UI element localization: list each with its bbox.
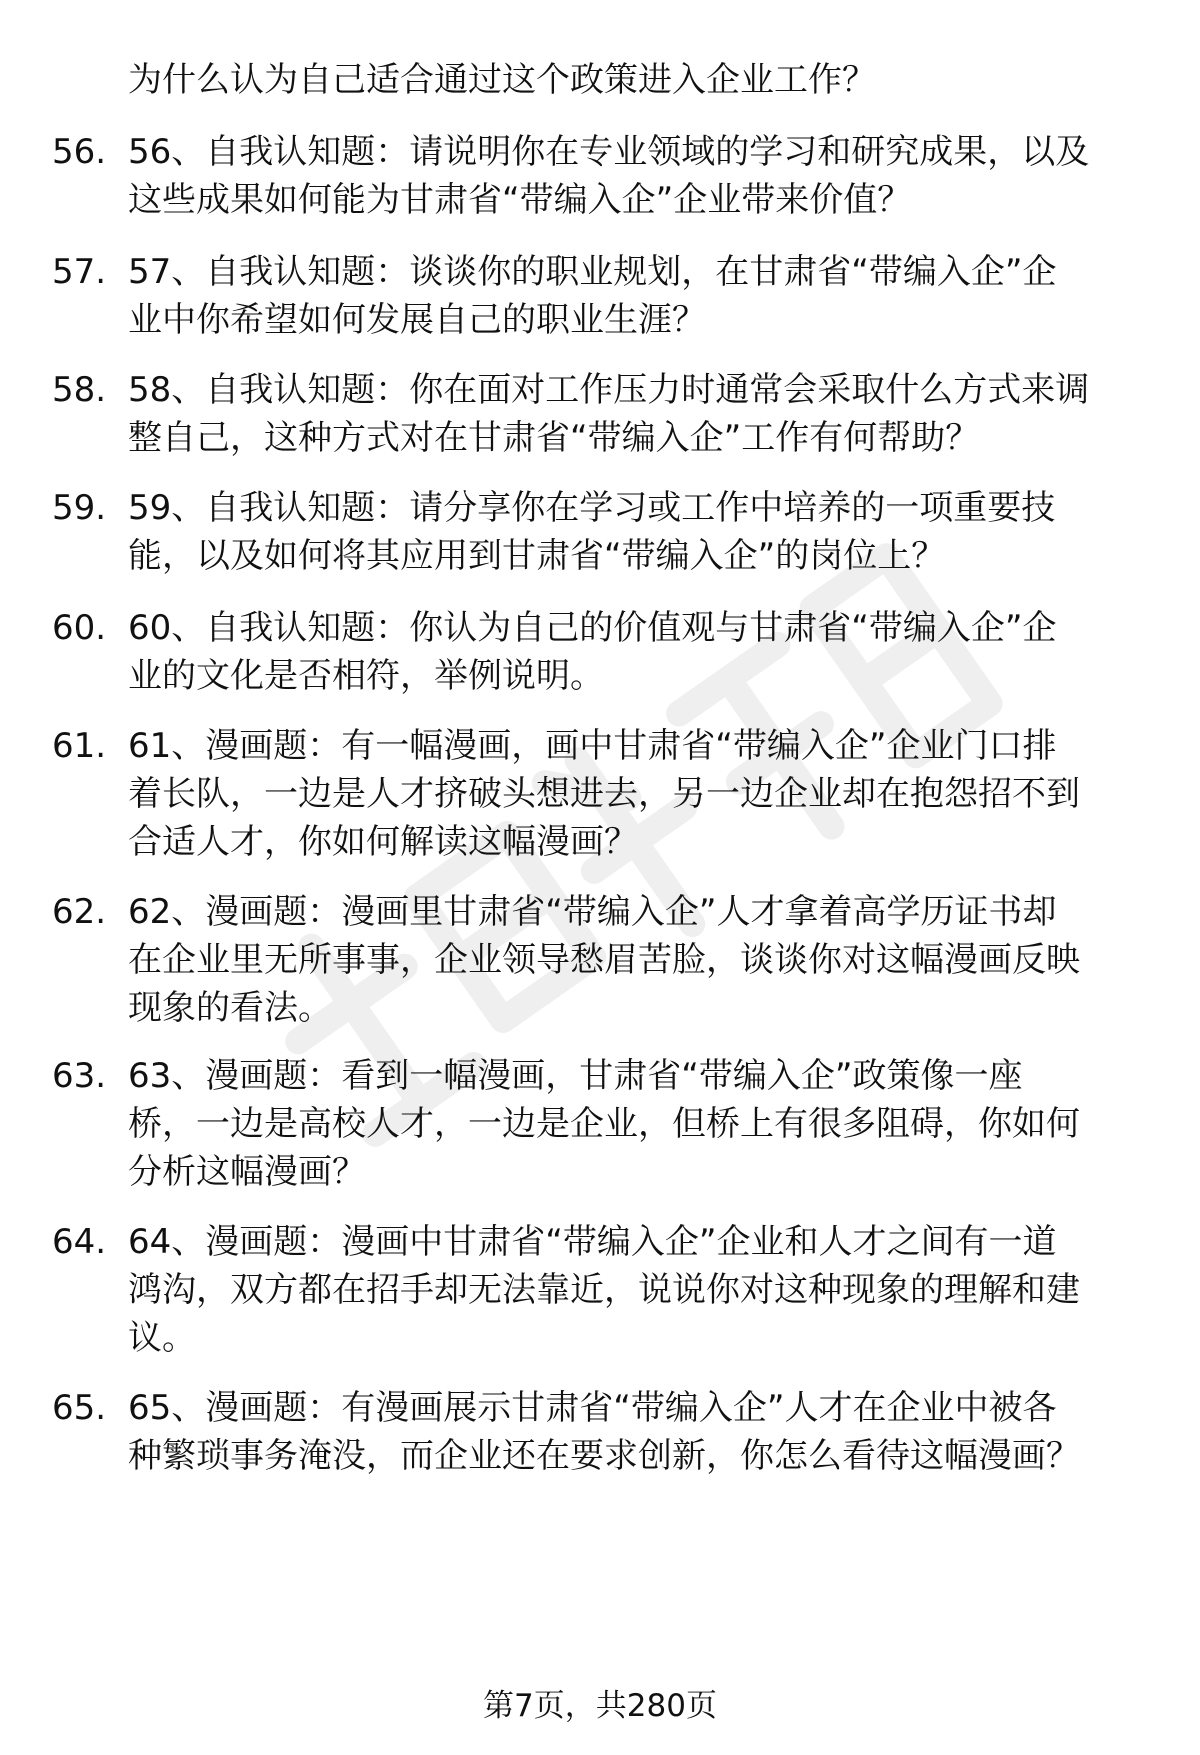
question-line: 59、自我认知题：请分享你在学习或工作中培养的一项重要技 (128, 488, 1056, 528)
question-text (128, 604, 1148, 700)
question-line: 合适人才，你如何解读这幅漫画？ (128, 822, 638, 862)
question-number: 61. (52, 726, 107, 766)
question-line: 在企业里无所事事，企业领导愁眉苦脸，谈谈你对这幅漫画反映 (128, 940, 1080, 980)
question-text (128, 1218, 1148, 1362)
question-line: 56、自我认知题：请说明你在专业领域的学习和研究成果，以及 (128, 132, 1090, 172)
question-line: 61、漫画题：有一幅漫画，画中甘肃省“带编入企”企业门口排 (128, 726, 1057, 766)
question-line: 议。 (128, 1318, 196, 1358)
question-line: 现象的看法。 (128, 988, 332, 1028)
question-text (128, 722, 1148, 866)
question-line: 64、漫画题：漫画中甘肃省“带编入企”企业和人才之间有一道 (128, 1222, 1057, 1262)
question-line: 整自己，这种方式对在甘肃省“带编入企”工作有何帮助？ (128, 418, 980, 458)
question-line: 鸿沟，双方都在招手却无法靠近，说说你对这种现象的理解和建 (128, 1270, 1080, 1310)
question-line: 分析这幅漫画？ (128, 1152, 366, 1192)
question-line: 60、自我认知题：你认为自己的价值观与甘肃省“带编入企”企 (128, 608, 1057, 648)
question-number: 62. (52, 892, 107, 932)
question-line: 能，以及如何将其应用到甘肃省“带编入企”的岗位上？ (128, 536, 946, 576)
question-number: 60. (52, 608, 107, 648)
question-line: 桥，一边是高校人才，一边是企业，但桥上有很多阻碍，你如何 (128, 1104, 1080, 1144)
question-number: 59. (52, 488, 107, 528)
question-line: 57、自我认知题：谈谈你的职业规划，在甘肃省“带编入企”企 (128, 252, 1057, 292)
question-text (128, 366, 1148, 462)
question-line: 62、漫画题：漫画里甘肃省“带编入企”人才拿着高学历证书却 (128, 892, 1057, 932)
question-text (128, 888, 1148, 1032)
question-number: 63. (52, 1056, 107, 1096)
question-text (128, 484, 1148, 580)
question-number: 65. (52, 1388, 107, 1428)
question-text (128, 1052, 1148, 1196)
question-number: 56. (52, 132, 107, 172)
question-line: 业中你希望如何发展自己的职业生涯？ (128, 300, 706, 340)
question-line: 65、漫画题：有漫画展示甘肃省“带编入企”人才在企业中被各 (128, 1388, 1057, 1428)
question-number: 57. (52, 252, 107, 292)
question-line: 58、自我认知题：你在面对工作压力时通常会采取什么方式来调 (128, 370, 1090, 410)
question-number: 58. (52, 370, 107, 410)
question-line: 着长队，一边是人才挤破头想进去，另一边企业却在抱怨招不到 (128, 774, 1080, 814)
question-text (128, 1384, 1148, 1480)
question-number: 64. (52, 1222, 107, 1262)
lead-line: 为什么认为自己适合通过这个政策进入企业工作？ (128, 60, 876, 100)
question-text (128, 248, 1148, 344)
page-footer: 第7页，共280页 (483, 1688, 717, 1724)
question-line: 种繁琐事务淹没，而企业还在要求创新，你怎么看待这幅漫画？ (128, 1436, 1080, 1476)
question-line: 业的文化是否相符，举例说明。 (128, 656, 604, 696)
question-line: 这些成果如何能为甘肃省“带编入企”企业带来价值？ (128, 180, 912, 220)
question-text (128, 128, 1148, 224)
question-line: 63、漫画题：看到一幅漫画，甘肃省“带编入企”政策像一座 (128, 1056, 1023, 1096)
